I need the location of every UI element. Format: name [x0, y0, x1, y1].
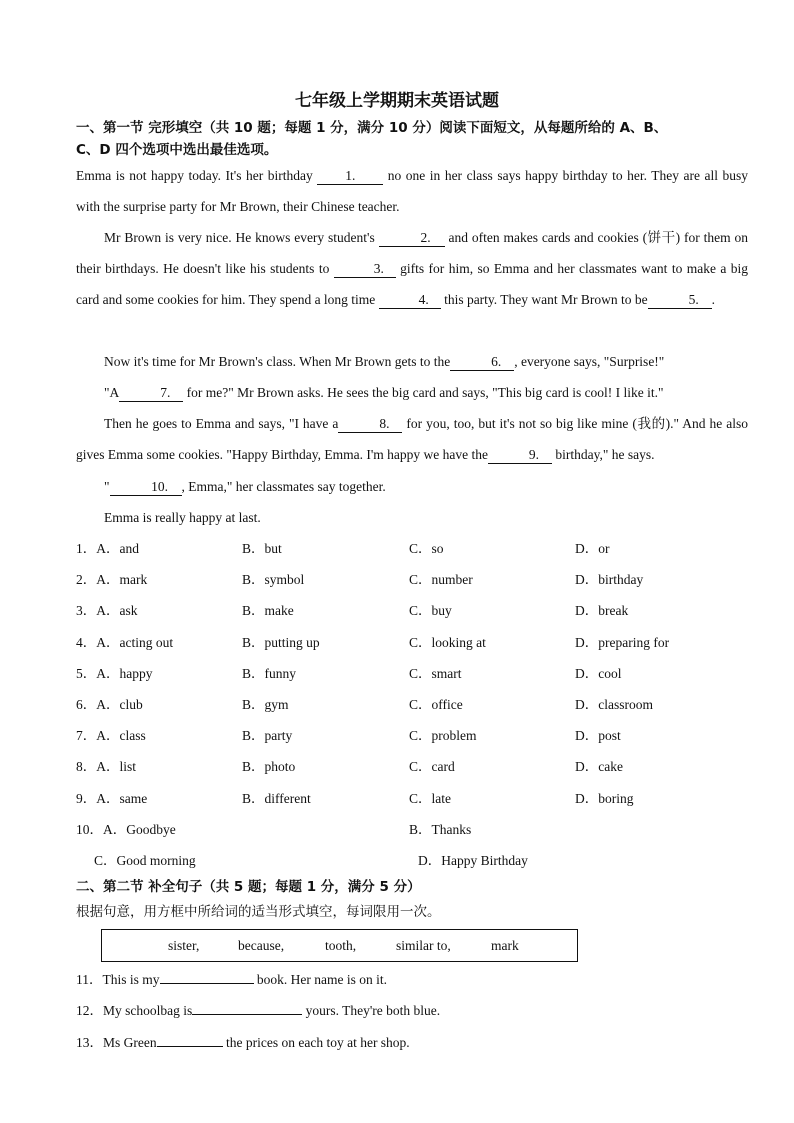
section2-instruction: 根据句意，用方框中所给词的适当形式填空，每词限用一次。 — [76, 904, 441, 920]
word-bank-item: similar to, — [396, 938, 451, 953]
section1-heading — [76, 117, 756, 161]
option-b: B．but — [242, 541, 282, 556]
option-d: D．classroom — [575, 697, 653, 712]
question-row: 7．A．class B．party C．problem D．post — [76, 726, 756, 746]
option-d: D．birthday — [575, 572, 644, 587]
answer-blank[interactable] — [160, 983, 254, 984]
question-row: 6．A．club B．gym C．office D．classroom — [76, 695, 756, 715]
option-c: C．Good morning — [94, 853, 196, 868]
page-title: 七年级上学期期末英语试题 — [295, 91, 499, 111]
option-d: D．break — [575, 603, 629, 618]
passage-paragraph-1: Emma is not happy today. It's her birthday 1. no one in her class says happy birthday to her. They are all busy with the surprise party for Mr Brown, their Chinese teacher. — [76, 168, 749, 214]
option-b: B．party — [242, 728, 293, 743]
option-c: C．number — [409, 572, 473, 587]
passage-paragraph-2: Mr Brown is very nice. He knows every student's 2. and often makes cards and cookies (饼干) for them on their birthdays. He doesn't like his students to 3. gifts for him, so Emma and her classmates want to make a big card and some cookies for him. They spend a long time 4. this party. They want Mr Brown to be 5. . — [76, 230, 749, 307]
question-row: 9．A．same B．different C．late D．boring — [76, 789, 756, 809]
question-row: 1．A．and B．but C．so D．or — [76, 539, 756, 559]
question-row: 2．A．mark B．symbol C．number D．birthday — [76, 570, 756, 590]
answer-blank[interactable] — [157, 1046, 223, 1047]
option-c: C．late — [409, 791, 451, 806]
blank-7: 7. — [119, 385, 183, 402]
option-b: B．putting up — [242, 635, 320, 650]
option-d: D．cake — [575, 759, 623, 774]
option-d: D．post — [575, 728, 621, 743]
option-c: C．problem — [409, 728, 477, 743]
passage-paragraph-4: "A 7. for me?" Mr Brown asks. He sees the big card and says, "This big card is cool! I like it." — [104, 385, 664, 400]
option-c: C．so — [409, 541, 444, 556]
option-d: D．boring — [575, 791, 634, 806]
question-10-row-2 — [76, 851, 756, 871]
option-b: B．photo — [242, 759, 296, 774]
question-10-row-1: 10．A．Goodbye B．Thanks — [76, 820, 756, 840]
blank-5: 5. — [648, 292, 712, 309]
word-bank-item: because, — [238, 938, 285, 953]
sentence-11: 11．This is my book. Her name is on it. — [76, 972, 387, 987]
section1-heading-line1: 一、第一节 完形填空（共 10 题；每题 1 分，满分 10 分）阅读下面短文，从每题所给的 A、B、 — [76, 120, 668, 136]
option-b: B．make — [242, 603, 294, 618]
option-d: D．Happy Birthday — [418, 853, 528, 868]
blank-4: 4. — [379, 292, 441, 309]
blank-3: 3. — [334, 261, 396, 278]
passage-paragraph-7: Emma is really happy at last. — [104, 510, 261, 525]
option-c: C．office — [409, 697, 463, 712]
word-bank-box — [101, 929, 578, 962]
question-row: 8．A．list B．photo C．card D．cake — [76, 757, 756, 777]
option-c: C．buy — [409, 603, 452, 618]
option-d: D．or — [575, 541, 610, 556]
blank-8: 8. — [338, 416, 402, 433]
sentence-12: 12．My schoolbag is yours. They're both blue. — [76, 1003, 441, 1018]
word-bank-item: mark — [491, 938, 519, 953]
option-b: B．symbol — [242, 572, 305, 587]
sentence-13: 13．Ms Green the prices on each toy at her shop. — [76, 1035, 410, 1050]
option-b: B．different — [242, 791, 311, 806]
option-d: D．cool — [575, 666, 622, 681]
option-c: C．smart — [409, 666, 462, 681]
passage-paragraph-5: Then he goes to Emma and says, "I have a 8. for you, too, but it's not so big like mine (我的)." And he also gives Emma some cookies. "Happy Birthday, Emma. I'm happy we have the 9. birthday," he says. — [76, 416, 748, 462]
word-bank-item: tooth, — [325, 938, 357, 953]
question-row: 3．A．ask B．make C．buy D．break — [76, 601, 756, 621]
word-bank-item: sister, — [168, 938, 200, 953]
question-row: 5．A．happy B．funny C．smart D．cool — [76, 664, 756, 684]
blank-10: 10. — [110, 479, 182, 496]
section1-heading-line2: C、D 四个选项中选出最佳选项。 — [76, 142, 278, 158]
section2-heading: 二、第二节 补全句子（共 5 题；每题 1 分，满分 5 分） — [76, 879, 421, 895]
passage-paragraph-3: Now it's time for Mr Brown's class. When Mr Brown gets to the 6. , everyone says, "Surprise!" — [104, 354, 665, 369]
passage-paragraph-6: " 10. , Emma," her classmates say together. — [104, 479, 386, 494]
option-b: B．funny — [242, 666, 296, 681]
blank-6: 6. — [450, 354, 514, 371]
blank-9: 9. — [488, 447, 552, 464]
option-c: C．looking at — [409, 635, 486, 650]
answer-blank[interactable] — [192, 1014, 302, 1015]
blank-2: 2. — [379, 230, 445, 247]
option-d: D．preparing for — [575, 635, 670, 650]
blank-1: 1. — [317, 168, 383, 185]
option-c: C．card — [409, 759, 455, 774]
question-row: 4．A．acting out B．putting up C．looking at D．preparing for — [76, 633, 756, 653]
option-b: B．gym — [242, 697, 289, 712]
option-b: B．Thanks — [409, 822, 472, 837]
